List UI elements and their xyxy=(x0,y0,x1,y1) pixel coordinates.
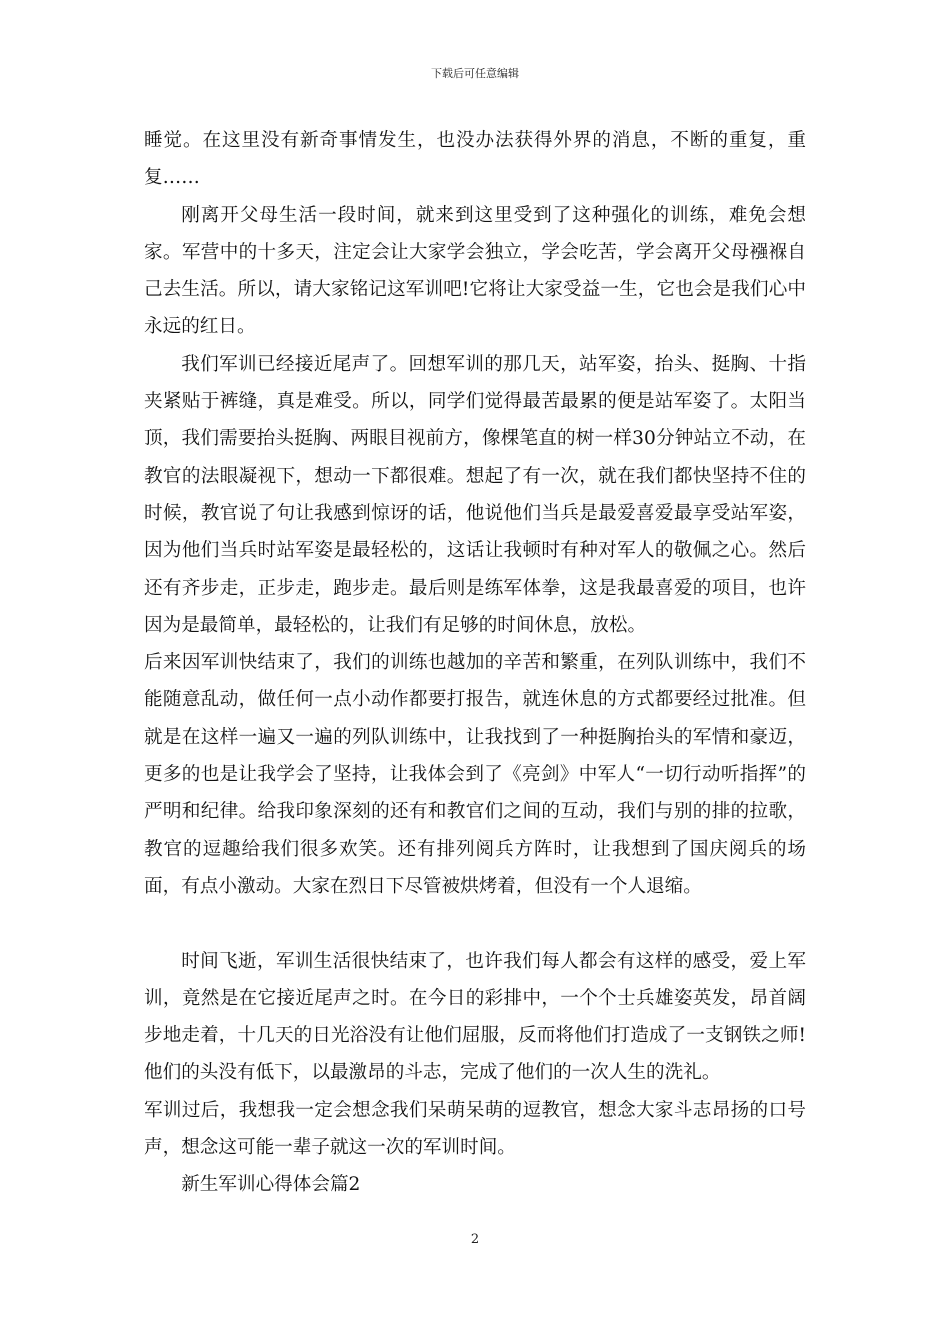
page-header: 下载后可任意编辑 xyxy=(431,67,519,80)
section-heading: 新生军训心得体会篇2 xyxy=(181,1174,361,1196)
paragraph: 军训过后，我想我一定会想念我们呆萌呆萌的逗教官，想念大家斗志昂扬的口号声，想念这可能一辈子就这一次的军训时间。 xyxy=(144,1099,806,1159)
page-number: 2 xyxy=(470,1232,480,1247)
document-body xyxy=(144,122,806,1204)
paragraph: 后来因军训快结束了，我们的训练也越加的辛苦和繁重，在列队训练中，我们不能随意乱动，做任何一点小动作都要打报告，就连休息的方式都要经过批准。但就是在这样一遍又一遍的列队训练中，让我找到了一种挺胸抬头的军情和豪迈，更多的也是让我学会了坚持，让我体会到了《亮剑》中军人“一切行动听指挥”的严明和纪律。给我印象深刻的还有和教官们之间的互动，我们与别的排的拉歌，教官的逗趣给我们很多欢笑。还有排列阅兵方阵时，让我想到了国庆阅兵的场面，有点小激动。大家在烈日下尽管被烘烤着，但没有一个人退缩。 xyxy=(144,652,806,897)
blank-line xyxy=(144,905,806,942)
paragraph-continuation: 睡觉。在这里没有新奇事情发生，也没办法获得外界的消息，不断的重复，重复…… xyxy=(144,130,806,189)
paragraph: 我们军训已经接近尾声了。回想军训的那几天，站军姿，抬头、挺胸、十指夹紧贴于裤缝，真是难受。所以，同学们觉得最苦最累的便是站军姿了。太阳当顶，我们需要抬头挺胸、两眼目视前方，像棵笔直的树一样30分钟站立不动，在教官的法眼凝视下，想动一下都很难。想起了有一次，就在我们都快坚持不住的时候，教官说了句让我感到惊讶的话，他说他们当兵是最爱喜爱最享受站军姿，因为他们当兵时站军姿是最轻松的，这话让我顿时有种对军人的敬佩之心。然后还有齐步走，正步走，跑步走。最后则是练军体拳，这是我最喜爱的项目，也许因为是最简单，最轻松的，让我们有足够的时间休息，放松。 xyxy=(144,353,806,636)
paragraph: 刚离开父母生活一段时间，就来到这里受到了这种强化的训练，难免会想家。军营中的十多天，注定会让大家学会独立，学会吃苦，学会离开父母襁褓自己去生活。所以，请大家铭记这军训吧!它将让大家受益一生，它也会是我们心中永远的红日。 xyxy=(144,204,806,338)
paragraph: 时间飞逝，军训生活很快结束了，也许我们每人都会有这样的感受，爱上军训，竟然是在它接近尾声之时。在今日的彩排中，一个个士兵雄姿英发，昂首阔步地走着，十几天的日光浴没有让他们屈服，反而将他们打造成了一支钢铁之师!他们的头没有低下，以最激昂的斗志，完成了他们的一次人生的洗礼。 xyxy=(144,950,806,1084)
